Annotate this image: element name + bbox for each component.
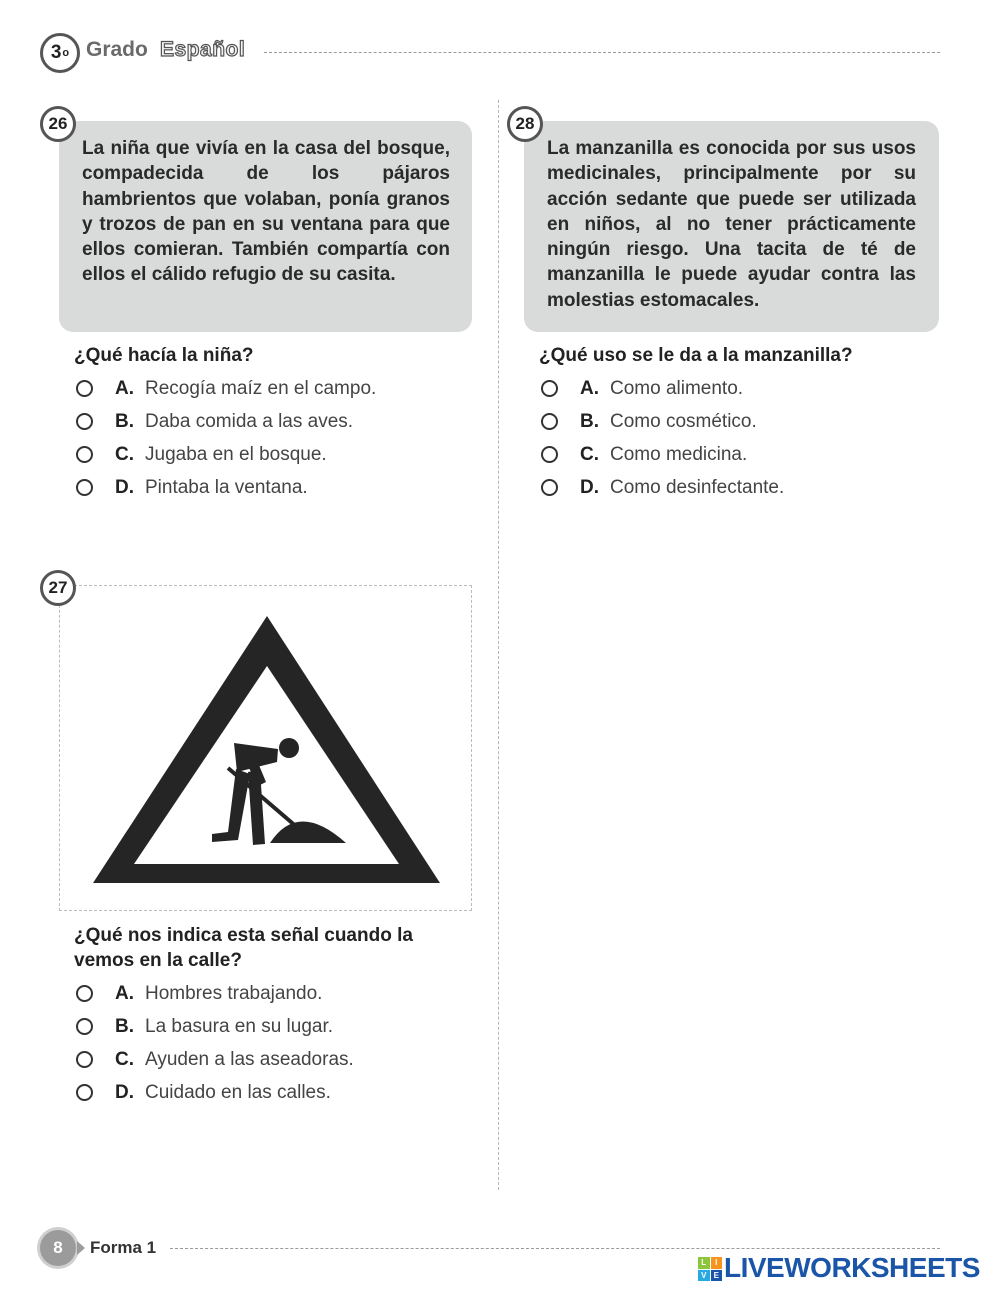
liveworksheets-logo-icon: L I V E — [698, 1257, 722, 1281]
radio-button[interactable] — [541, 380, 558, 397]
option-28-c[interactable]: C. Como medicina. — [541, 438, 784, 471]
radio-button[interactable] — [541, 446, 558, 463]
question-text-26: ¿Qué hacía la niña? — [74, 345, 254, 366]
question-number-27: 27 — [40, 570, 76, 606]
options-27 — [76, 977, 354, 1109]
men-at-work-warning-sign-icon — [60, 586, 471, 910]
brand-name[interactable]: LIVEWORKSHEETS — [724, 1252, 980, 1283]
subject-title: Español — [160, 38, 246, 61]
option-26-b[interactable]: B. Daba comida a las aves. — [76, 405, 376, 438]
option-26-c[interactable]: C. Jugaba en el bosque. — [76, 438, 376, 471]
sign-image-frame — [59, 585, 472, 911]
option-28-d[interactable]: D. Como desinfectante. — [541, 471, 784, 504]
header-divider — [264, 52, 940, 53]
radio-button[interactable] — [76, 1084, 93, 1101]
form-label: Forma 1 — [90, 1238, 157, 1257]
options-26 — [76, 372, 376, 504]
radio-button[interactable] — [76, 446, 93, 463]
radio-button[interactable] — [76, 1018, 93, 1035]
option-27-b[interactable]: B. La basura en su lugar. — [76, 1010, 354, 1043]
option-27-d[interactable]: D. Cuidado en las calles. — [76, 1076, 354, 1109]
grade-degree: o — [62, 47, 70, 59]
question-text-28: ¿Qué uso se le da a la manzanilla? — [539, 345, 853, 366]
radio-button[interactable] — [76, 380, 93, 397]
footer-divider — [170, 1248, 940, 1249]
question-text-27: ¿Qué nos indica esta señal cuando la vemos en la calle? — [74, 925, 413, 971]
radio-button[interactable] — [76, 479, 93, 496]
question-number-26: 26 — [40, 106, 76, 142]
reading-box-28 — [524, 121, 939, 332]
page-number: 8 — [40, 1230, 76, 1266]
page-arrow-icon — [77, 1241, 85, 1255]
option-28-b[interactable]: B. Como cosmético. — [541, 405, 784, 438]
question-number-28: 28 — [507, 106, 543, 142]
grade-number: 3 — [50, 42, 62, 63]
option-28-a[interactable]: A. Como alimento. — [541, 372, 784, 405]
radio-button[interactable] — [76, 413, 93, 430]
radio-button[interactable] — [541, 479, 558, 496]
radio-button[interactable] — [76, 1051, 93, 1068]
option-27-a[interactable]: A. Hombres trabajando. — [76, 977, 354, 1010]
reading-text-26: La niña que vivía en la casa del bosque, compadecida de los pájaros hambrientos que volaban, ponía granos y trozos de pan en su ventana para que ellos comieran. También compartía con ellos el cálido refugio de su casita. — [82, 138, 450, 286]
radio-button[interactable] — [76, 985, 93, 1002]
option-26-a[interactable]: A. Recogía maíz en el campo. — [76, 372, 376, 405]
column-divider — [498, 100, 499, 1190]
option-26-d[interactable]: D. Pintaba la ventana. — [76, 471, 376, 504]
grade-badge — [40, 33, 80, 73]
radio-button[interactable] — [541, 413, 558, 430]
reading-text-28: La manzanilla es conocida por sus usos medicinales, principalmente por su acción sedante que puede ser utilizada en niños, al no tener prácticamente ningún riesgo. Una tacita de té de manzanilla le puede ayudar contra las molestias estomacales. — [547, 138, 916, 311]
option-27-c[interactable]: C. Ayuden a las aseadoras. — [76, 1043, 354, 1076]
reading-box-26 — [59, 121, 472, 332]
grade-label: Grado — [86, 38, 148, 61]
options-28 — [541, 372, 784, 504]
